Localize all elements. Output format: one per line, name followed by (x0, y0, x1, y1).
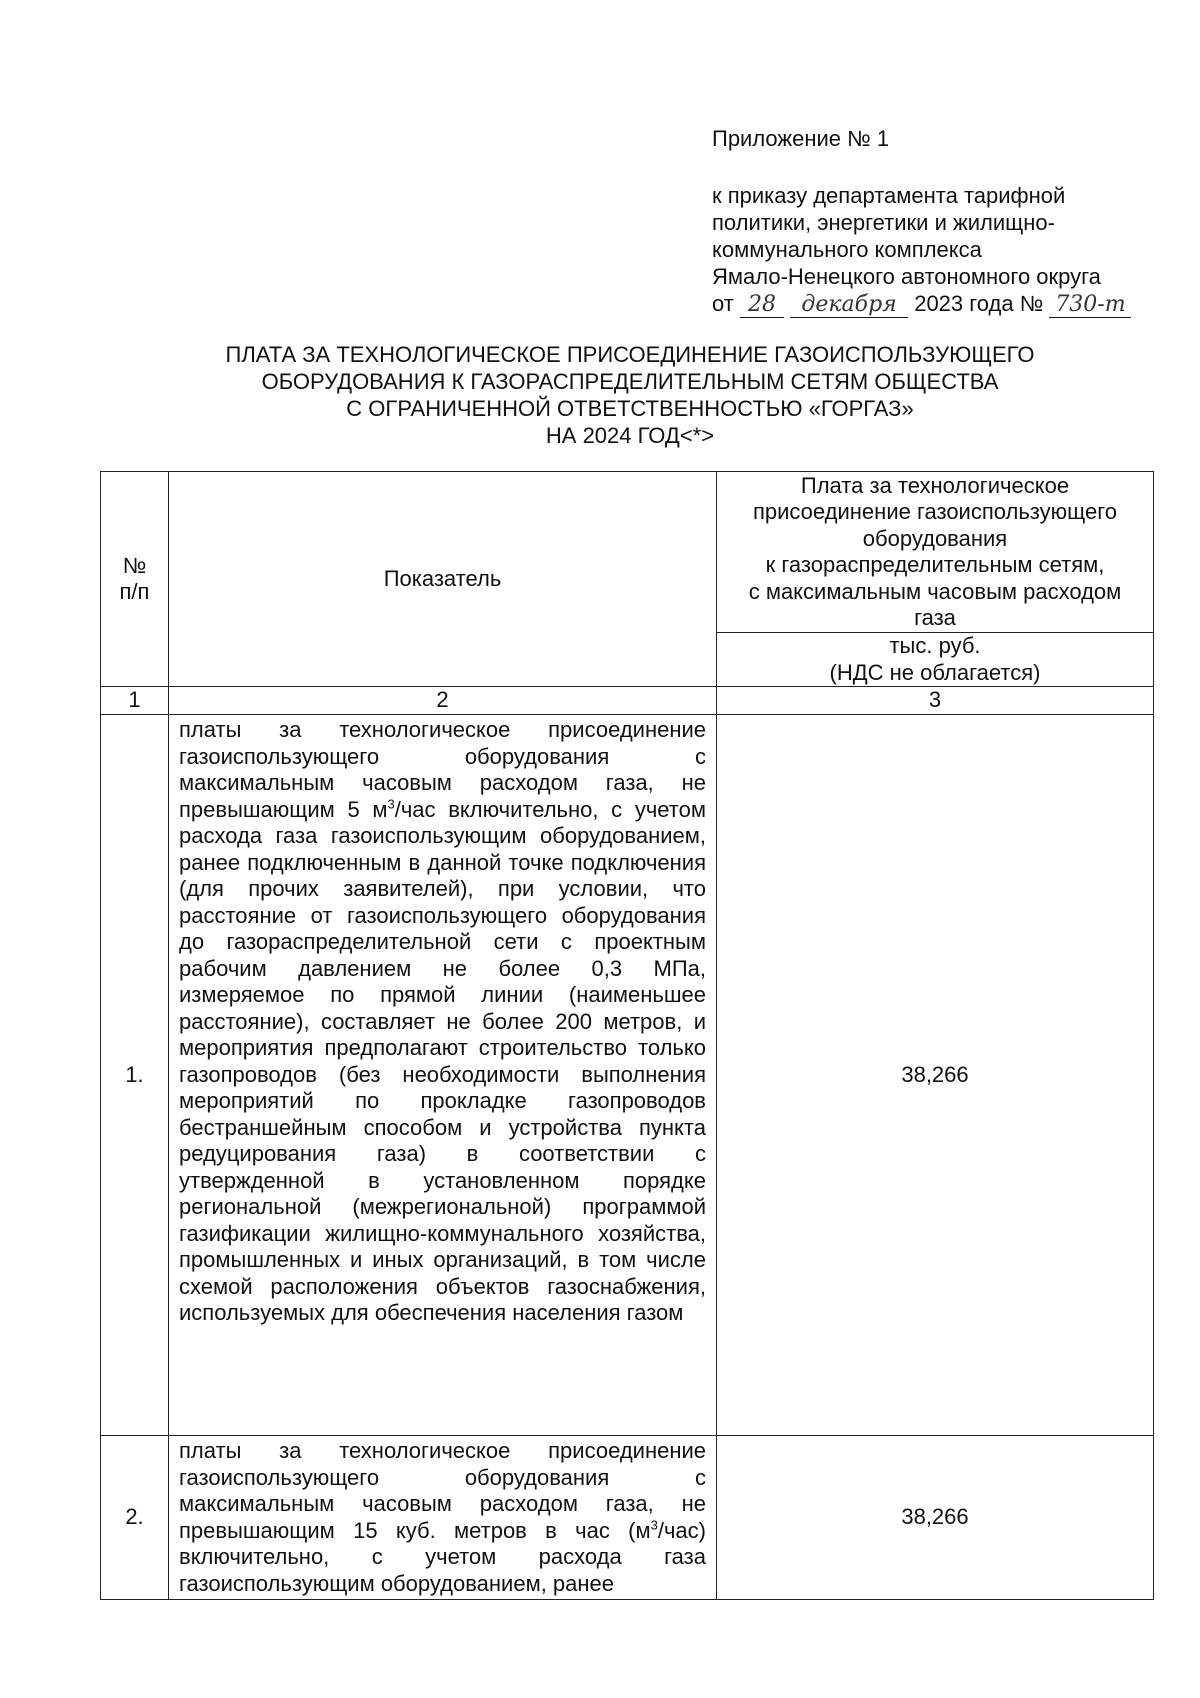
superscript: 3 (650, 1517, 658, 1533)
basis-line: коммунального комплекса (712, 237, 982, 262)
handwritten-order-number: 730-т (1049, 293, 1131, 318)
row-indicator-text: /час) включительно, с учетом расхода газа газоиспользующим оборудованием, ранее (179, 1517, 706, 1596)
order-date-line (712, 290, 1182, 318)
row-indicator (169, 715, 717, 1436)
row-number: 2. (101, 1436, 169, 1600)
row-number: 1. (101, 715, 169, 1436)
row-indicator (169, 1436, 717, 1600)
row-value: 38,266 (717, 1436, 1154, 1600)
header-payment-line: присоединение газоиспользующего (752, 499, 1118, 524)
header-num-symbol: № (122, 552, 147, 578)
header-num-cell (101, 472, 169, 687)
table-row (101, 1436, 1154, 1600)
document-title (100, 341, 1160, 449)
header-indicator: Показатель (383, 565, 502, 591)
header-payment-line: к газораспределительным сетям, (765, 552, 1105, 577)
basis-line: политики, энергетики и жилищно- (712, 210, 1055, 235)
table-header-row (101, 472, 1154, 633)
header-payment-line: Плата за технологическое (800, 472, 1070, 498)
column-number: 1 (101, 687, 169, 715)
table-row (101, 715, 1154, 1436)
title-line: ПЛАТА ЗА ТЕХНОЛОГИЧЕСКОЕ ПРИСОЕДИНЕНИЕ ГАЗОИСПОЛЬЗУЮЩЕГО (225, 342, 1035, 367)
header-vat-note: (НДС не облагается) (829, 659, 1041, 685)
handwritten-day: 28 (740, 293, 784, 318)
order-basis (712, 182, 1182, 318)
basis-line: Ямало-Ненецкого автономного округа (712, 264, 1101, 289)
basis-line: к приказу департамента тарифной (712, 183, 1066, 208)
header-payment-line: газа (914, 605, 956, 630)
tariff-table (100, 471, 1154, 1600)
column-number: 2 (169, 687, 717, 715)
appendix-label: Приложение № 1 (712, 126, 890, 151)
header-unit-cell (717, 633, 1154, 687)
row-indicator-text: /час включительно, с учетом расхода газа газоиспользующим оборудованием, ранее подключенным в данной точке подключения (для прочих заявителей), при условии, что расстояние от газоиспользующего оборудования до газораспределительной сети с проектным рабочим давлением не более 0,3 МПа, измеряемое по прямой линии (наименьшее расстояние), составляет не более 200 метров, и мероприятия предполагают строительство только газопроводов (без необходимости выполнения мероприятий по прокладке газопроводов бестраншейным способом и устройства пункта редуцирования газа) в соответствии с утвержденной в установленном порядке региональной (межрегиональной) программой газификации жилищно-коммунального хозяйства, промышленных и иных организаций, в том числе схемой расположения объектов газоснабжения, используемых для обеспечения населения газом (179, 796, 706, 1325)
title-line: С ОГРАНИЧЕННОЙ ОТВЕТСТВЕННОСТЬЮ «ГОРГАЗ» (346, 396, 914, 421)
row-value: 38,266 (717, 715, 1154, 1436)
column-number: 3 (717, 687, 1154, 715)
header-num-abbr: п/п (119, 579, 150, 604)
row-indicator-text: платы за технологическое присоединение газоиспользующего оборудования с максимальным часовым расходом газа, не превышающим 5 м (179, 717, 706, 822)
header-unit: тыс. руб. (889, 633, 981, 658)
superscript: 3 (387, 796, 395, 812)
date-prefix: от (712, 291, 734, 316)
handwritten-month: декабря (790, 293, 908, 318)
header-indicator-cell (169, 472, 717, 687)
header-payment-line: с максимальным часовым расходом (748, 578, 1122, 604)
column-number-row (101, 687, 1154, 715)
date-year: 2023 года № (914, 291, 1044, 316)
title-line: НА 2024 ГОД<*> (545, 423, 715, 448)
title-line: ОБОРУДОВАНИЯ К ГАЗОРАСПРЕДЕЛИТЕЛЬНЫМ СЕТЯМ ОБЩЕСТВА (261, 369, 999, 394)
header-payment-line: оборудования (862, 525, 1008, 551)
header-payment-cell (717, 472, 1154, 633)
row-indicator-text: платы за технологическое присоединение газоиспользующего оборудования с максимальным часовым расходом газа, не превышающим 15 куб. метров в час (м (179, 1438, 706, 1543)
